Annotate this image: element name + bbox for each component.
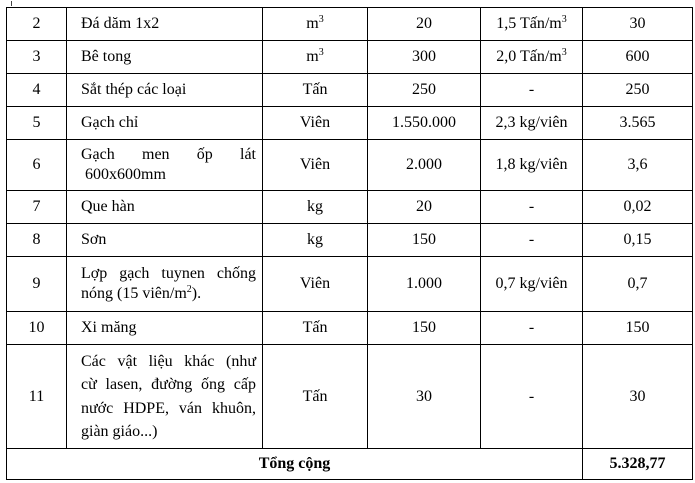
- row-number: 11: [7, 345, 67, 449]
- table-row: [7, 224, 693, 257]
- material-name: Gạch chỉ: [67, 107, 263, 140]
- rate-cell: -: [481, 312, 583, 345]
- material-name: Xi măng: [67, 312, 263, 345]
- total-cell: 0,7: [583, 257, 693, 312]
- unit-cell: Viên: [263, 257, 368, 312]
- row-number: 4: [7, 74, 67, 107]
- total-cell: 150: [583, 312, 693, 345]
- quantity-cell: 150: [368, 224, 481, 257]
- materials-table: [6, 7, 693, 480]
- rate-cell: -: [481, 191, 583, 224]
- row-number: 9: [7, 257, 67, 312]
- quantity-cell: 20: [368, 8, 481, 41]
- summary-row: [7, 449, 693, 480]
- table-row: [7, 74, 693, 107]
- rate-cell: 0,7 kg/viên: [481, 257, 583, 312]
- material-name: Đá dăm 1x2: [67, 8, 263, 41]
- table-row: [7, 8, 693, 41]
- table-row: [7, 41, 693, 74]
- row-number: 5: [7, 107, 67, 140]
- quantity-cell: 30: [368, 345, 481, 449]
- unit-cell: kg: [263, 224, 368, 257]
- rate-cell: -: [481, 74, 583, 107]
- rate-cell: 2,0 Tấn/$m^3$: [481, 41, 583, 74]
- material-name: Sắt thép các loại: [67, 74, 263, 107]
- total-cell: 30: [583, 8, 693, 41]
- rate-cell: 2,3 kg/viên: [481, 107, 583, 140]
- material-name: Bê tong: [67, 41, 263, 74]
- material-name: Que hàn: [67, 191, 263, 224]
- unit-cell: Tấn: [263, 345, 368, 449]
- table-row: [7, 107, 693, 140]
- quantity-cell: 250: [368, 74, 481, 107]
- row-number: 10: [7, 312, 67, 345]
- material-name: Sơn: [67, 224, 263, 257]
- table-row: [7, 345, 693, 449]
- unit-cell: $m^3$: [263, 41, 368, 74]
- rate-cell: 1,8 kg/viên: [481, 140, 583, 191]
- total-cell: 600: [583, 41, 693, 74]
- quantity-cell: 1.000: [368, 257, 481, 312]
- table-row: [7, 257, 693, 312]
- rate-cell: -: [481, 345, 583, 449]
- rate-cell: -: [481, 224, 583, 257]
- row-number: 2: [7, 8, 67, 41]
- quantity-cell: 1.550.000: [368, 107, 481, 140]
- total-cell: 0,15: [583, 224, 693, 257]
- page-corner-mark: [11, 1, 12, 6]
- unit-cell: Viên: [263, 107, 368, 140]
- quantity-cell: 20: [368, 191, 481, 224]
- table-row: [7, 191, 693, 224]
- row-number: 6: [7, 140, 67, 191]
- unit-cell: kg: [263, 191, 368, 224]
- unit-cell: Tấn: [263, 312, 368, 345]
- quantity-cell: 300: [368, 41, 481, 74]
- row-number: 7: [7, 191, 67, 224]
- table-row: [7, 312, 693, 345]
- total-cell: 3,6: [583, 140, 693, 191]
- table-row: [7, 140, 693, 191]
- row-number: 8: [7, 224, 67, 257]
- total-cell: 30: [583, 345, 693, 449]
- material-name: Các vật liệu khác (như cừ lasen, đường ống cấp nước HDPE, ván khuôn, giàn giáo...): [67, 345, 263, 449]
- summary-label: Tổng cộng: [7, 449, 583, 480]
- unit-cell: Tấn: [263, 74, 368, 107]
- quantity-cell: 2.000: [368, 140, 481, 191]
- total-cell: 0,02: [583, 191, 693, 224]
- quantity-cell: 150: [368, 312, 481, 345]
- unit-cell: Viên: [263, 140, 368, 191]
- summary-total: 5.328,77: [583, 449, 693, 480]
- total-cell: 3.565: [583, 107, 693, 140]
- total-cell: 250: [583, 74, 693, 107]
- material-name: Lợp gạch tuynen chống nóng (15 viên/$m^2$).: [67, 257, 263, 312]
- rate-cell: 1,5 Tấn/$m^3$: [481, 8, 583, 41]
- unit-cell: $m^3$: [263, 8, 368, 41]
- material-name: Gạch men ốp lát 600x600mm: [67, 140, 263, 191]
- row-number: 3: [7, 41, 67, 74]
